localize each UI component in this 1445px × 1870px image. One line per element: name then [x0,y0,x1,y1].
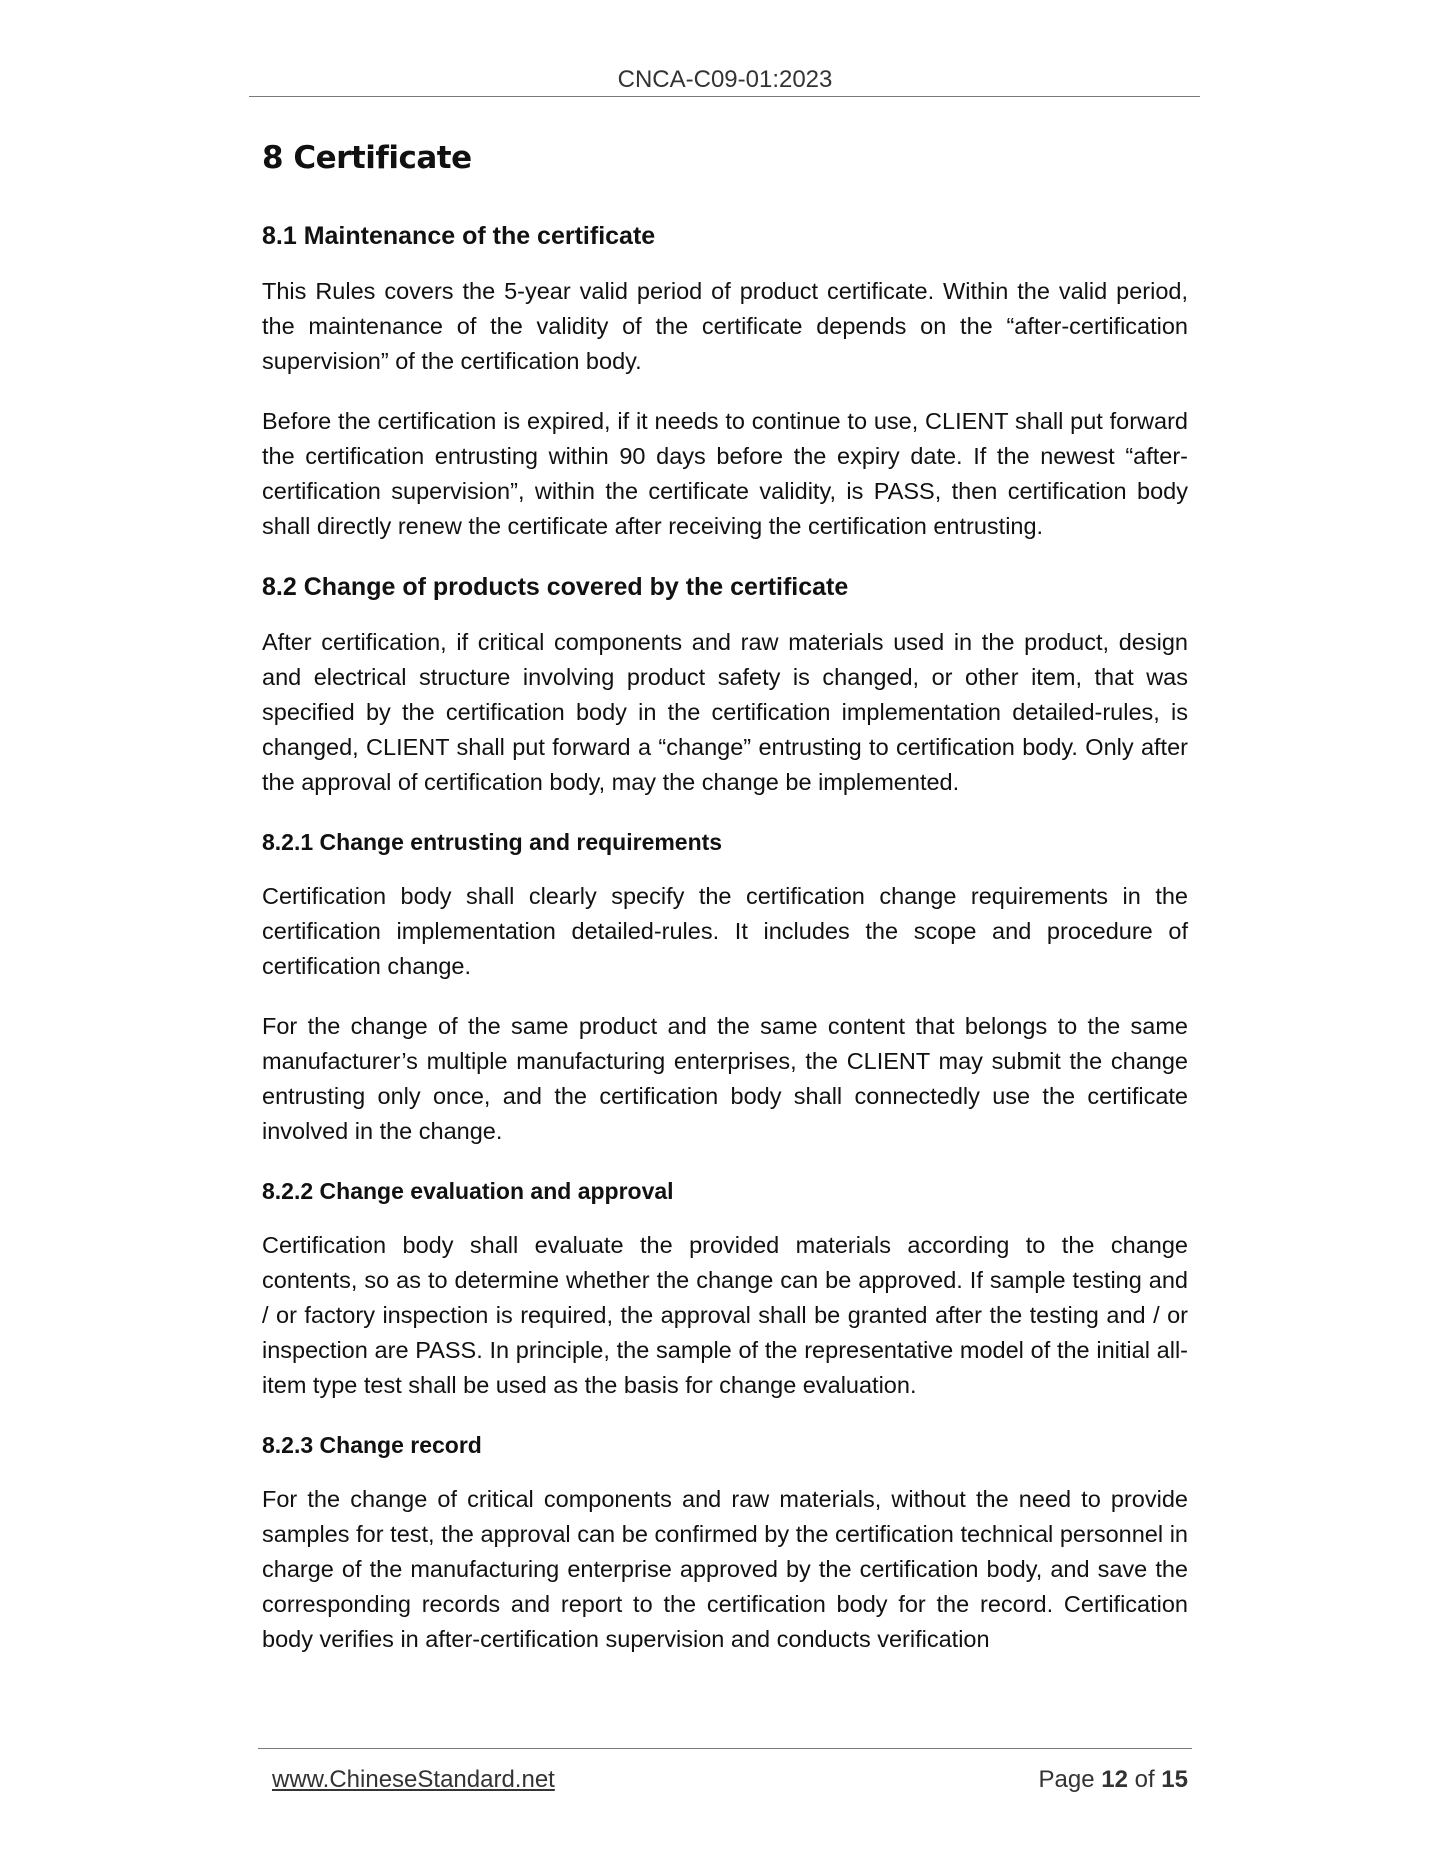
page-of-label: of [1134,1766,1155,1793]
page-total: 15 [1161,1766,1188,1793]
footer-divider [258,1748,1192,1749]
paragraph: Certification body shall clearly specify the certification change requirements in the certification implementation detailed-rules. It includes the scope and procedure of certification change. [262,883,1188,979]
chapter-title: 8 Certificate [262,140,472,176]
subsection-heading-8-2-3: 8.2.3 Change record [262,1432,482,1458]
paragraph: Before the certification is expired, if it needs to continue to use, CLIENT shall put forward the certification entrusting within 90 days before the expiry date. If the newest “after-certification supervision”, within the certificate validity, is PASS, then certification body shall directly renew the certificate after receiving the certification entrusting. [262,408,1188,539]
section-heading-8-2: 8.2 Change of products covered by the certificate [262,573,849,601]
header-divider [249,96,1200,97]
page-label: Page [1038,1766,1095,1793]
section-heading-8-1: 8.1 Maintenance of the certificate [262,222,656,250]
page-number [1039,1766,1189,1794]
website-link[interactable]: www.ChineseStandard.net [272,1766,555,1793]
paragraph: For the change of the same product and the same content that belongs to the same manufacturer’s multiple manufacturing enterprises, the CLIENT may submit the change entrusting only once, and the certification body shall connectedly use the certificate involved in the change. [262,1013,1188,1144]
document-code-header: CNCA-C09-01:2023 [617,66,833,93]
subsection-heading-8-2-2: 8.2.2 Change evaluation and approval [262,1178,674,1204]
subsection-heading-8-2-1: 8.2.1 Change entrusting and requirements [262,829,723,855]
paragraph: For the change of critical components and raw materials, without the need to provide samples for test, the approval can be confirmed by the certification technical personnel in charge of the manufacturing enterprise approved by the certification body, and save the corresponding records and report to the certification body for the record. Certification body verifies in after-certification supervision and conducts verification [262,1486,1188,1652]
paragraph: After certification, if critical components and raw materials used in the product, design and electrical structure involving product safety is changed, or other item, that was specified by the certification body in the certification implementation detailed-rules, is changed, CLIENT shall put forward a “change” entrusting to certification body. Only after the approval of certification body, may the change be implemented. [262,629,1188,795]
page-current: 12 [1101,1766,1128,1793]
page-content [262,138,1188,1682]
paragraph: Certification body shall evaluate the provided materials according to the change contents, so as to determine whether the change can be approved. If sample testing and / or factory inspection is required, the approval shall be granted after the testing and / or inspection are PASS. In principle, the sample of the representative model of the initial all-item type test shall be used as the basis for change evaluation. [262,1232,1188,1398]
paragraph: This Rules covers the 5-year valid period of product certificate. Within the valid period, the maintenance of the validity of the certificate depends on the “after-certification supervision” of the certification body. [262,278,1188,374]
